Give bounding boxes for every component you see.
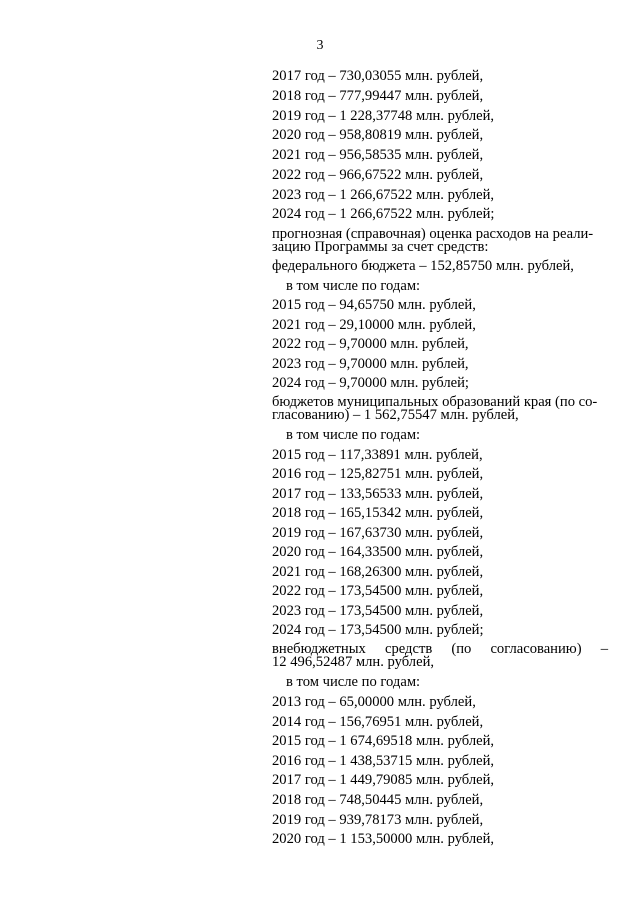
federal-by-years-label: в том числе по годам:	[286, 278, 421, 294]
funding-line-2017: 2017 год – 730,03055 млн. рублей,	[272, 68, 484, 84]
federal-line-2023: 2023 год – 9,70000 млн. рублей,	[272, 356, 469, 372]
federal-line-2024: 2024 год – 9,70000 млн. рублей;	[272, 375, 469, 391]
page-number: 3	[316, 38, 324, 53]
funding-line-2023: 2023 год – 1 266,67522 млн. рублей,	[272, 187, 495, 203]
funding-line-2021: 2021 год – 956,58535 млн. рублей,	[272, 147, 484, 163]
extrabudgetary-line-2013: 2013 год – 65,00000 млн. рублей,	[272, 694, 476, 710]
extrabudgetary-line-2020: 2020 год – 1 153,50000 млн. рублей,	[272, 831, 495, 847]
funding-line-2018: 2018 год – 777,99447 млн. рублей,	[272, 88, 484, 104]
forecast-heading: прогнозная (справочная) оценка расходов на реали-зацию Программы за счет средств:	[272, 226, 594, 255]
municipal-line-2021: 2021 год – 168,26300 млн. рублей,	[272, 564, 484, 580]
federal-line-2022: 2022 год – 9,70000 млн. рублей,	[272, 336, 469, 352]
municipal-line-2023: 2023 год – 173,54500 млн. рублей,	[272, 603, 484, 619]
extrabudgetary-line-2018: 2018 год – 748,50445 млн. рублей,	[272, 792, 484, 808]
funding-line-2020: 2020 год – 958,80819 млн. рублей,	[272, 127, 484, 143]
municipal-line-2020: 2020 год – 164,33500 млн. рублей,	[272, 544, 484, 560]
federal-line-2015: 2015 год – 94,65750 млн. рублей,	[272, 297, 476, 313]
municipal-by-years-label: в том числе по годам:	[286, 427, 421, 443]
extrabudgetary-line-2019: 2019 год – 939,78173 млн. рублей,	[272, 812, 484, 828]
extrabudgetary-line-2016: 2016 год – 1 438,53715 млн. рублей,	[272, 753, 495, 769]
municipal-line-2019: 2019 год – 167,63730 млн. рублей,	[272, 525, 484, 541]
extrabudgetary-line-2017: 2017 год – 1 449,79085 млн. рублей,	[272, 772, 495, 788]
extrabudgetary-total-line1: внебюджетных средств (по согласованию) –	[272, 641, 608, 657]
extrabudgetary-total-line2: 12 496,52487 млн. рублей,	[272, 653, 435, 670]
funding-line-2019: 2019 год – 1 228,37748 млн. рублей,	[272, 108, 495, 124]
municipal-budget-total: бюджетов муниципальных образований края (по со-гласованию) – 1 562,75547 млн. рублей,	[272, 394, 598, 423]
municipal-line-2015: 2015 год – 117,33891 млн. рублей,	[272, 447, 483, 463]
federal-budget-total: федерального бюджета – 152,85750 млн. рублей,	[272, 258, 574, 274]
extrabudgetary-total	[272, 643, 608, 668]
municipal-line-2024: 2024 год – 173,54500 млн. рублей;	[272, 622, 484, 638]
municipal-line-2018: 2018 год – 165,15342 млн. рублей,	[272, 505, 484, 521]
extrabudgetary-line-2015: 2015 год – 1 674,69518 млн. рублей,	[272, 733, 495, 749]
municipal-line-2022: 2022 год – 173,54500 млн. рублей,	[272, 583, 484, 599]
federal-line-2021: 2021 год – 29,10000 млн. рублей,	[272, 317, 476, 333]
funding-line-2024: 2024 год – 1 266,67522 млн. рублей;	[272, 206, 495, 222]
funding-line-2022: 2022 год – 966,67522 млн. рублей,	[272, 167, 484, 183]
municipal-line-2016: 2016 год – 125,82751 млн. рублей,	[272, 466, 484, 482]
municipal-line-2017: 2017 год – 133,56533 млн. рублей,	[272, 486, 484, 502]
extrabudgetary-by-years-label: в том числе по годам:	[286, 674, 421, 690]
extrabudgetary-line-2014: 2014 год – 156,76951 млн. рублей,	[272, 714, 484, 730]
